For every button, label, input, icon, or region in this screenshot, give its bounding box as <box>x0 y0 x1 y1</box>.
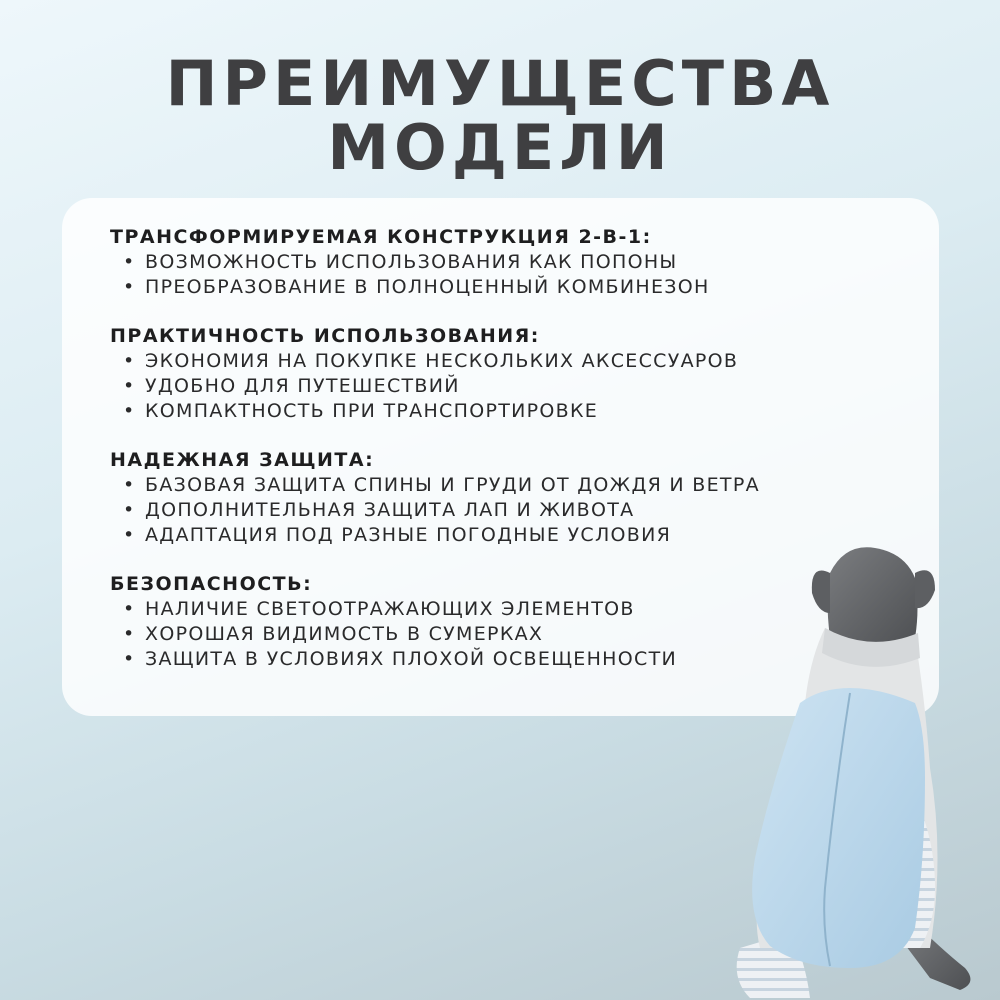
bullet-icon: • <box>123 499 136 521</box>
list-item-text: ЗАЩИТА В УСЛОВИЯХ ПЛОХОЙ ОСВЕЩЕННОСТИ <box>145 648 677 670</box>
list-item <box>110 399 910 424</box>
bullet-icon: • <box>123 524 136 546</box>
bullet-icon: • <box>123 350 136 372</box>
bullet-icon: • <box>123 623 136 645</box>
list-item <box>110 250 910 275</box>
list-item-text: УДОБНО ДЛЯ ПУТЕШЕСТВИЙ <box>145 375 460 397</box>
list-item <box>110 374 910 399</box>
bullet-icon: • <box>123 375 136 397</box>
title-line-1: ПРЕИМУЩЕСТВА <box>165 47 835 120</box>
list-item-text: АДАПТАЦИЯ ПОД РАЗНЫЕ ПОГОДНЫЕ УСЛОВИЯ <box>145 524 672 546</box>
list-item <box>110 498 910 523</box>
list-item-text: БАЗОВАЯ ЗАЩИТА СПИНЫ И ГРУДИ ОТ ДОЖДЯ И ВЕТРА <box>145 474 760 496</box>
section-title: НАДЕЖНАЯ ЗАЩИТА: <box>110 449 375 471</box>
section-title: ТРАНСФОРМИРУЕМАЯ КОНСТРУКЦИЯ 2-В-1: <box>110 226 652 248</box>
list-item-text: ДОПОЛНИТЕЛЬНАЯ ЗАЩИТА ЛАП И ЖИВОТА <box>145 499 635 521</box>
list-item-text: ПРЕОБРАЗОВАНИЕ В ПОЛНОЦЕННЫЙ КОМБИНЕЗОН <box>145 276 710 298</box>
section-title: БЕЗОПАСНОСТЬ: <box>110 573 313 595</box>
list-item-text: НАЛИЧИЕ СВЕТООТРАЖАЮЩИХ ЭЛЕМЕНТОВ <box>145 598 635 620</box>
bullet-icon: • <box>123 474 136 496</box>
list-item <box>110 349 910 374</box>
page-title <box>0 47 1000 184</box>
bullet-icon: • <box>123 251 136 273</box>
bullet-icon: • <box>123 400 136 422</box>
list-item <box>110 275 910 300</box>
benefit-section <box>110 324 910 424</box>
dog-in-jacket-image <box>730 528 980 1000</box>
list-item-text: КОМПАКТНОСТЬ ПРИ ТРАНСПОРТИРОВКЕ <box>145 400 599 422</box>
bullet-icon: • <box>123 648 136 670</box>
bullet-icon: • <box>123 598 136 620</box>
list-item-text: ВОЗМОЖНОСТЬ ИСПОЛЬЗОВАНИЯ КАК ПОПОНЫ <box>145 251 678 273</box>
title-line-2: МОДЕЛИ <box>327 111 673 184</box>
benefit-section <box>110 225 910 300</box>
bullet-icon: • <box>123 276 136 298</box>
list-item-text: ЭКОНОМИЯ НА ПОКУПКЕ НЕСКОЛЬКИХ АКСЕССУАРОВ <box>145 350 739 372</box>
list-item <box>110 473 910 498</box>
list-item-text: ХОРОШАЯ ВИДИМОСТЬ В СУМЕРКАХ <box>145 623 544 645</box>
section-title: ПРАКТИЧНОСТЬ ИСПОЛЬЗОВАНИЯ: <box>110 325 540 347</box>
